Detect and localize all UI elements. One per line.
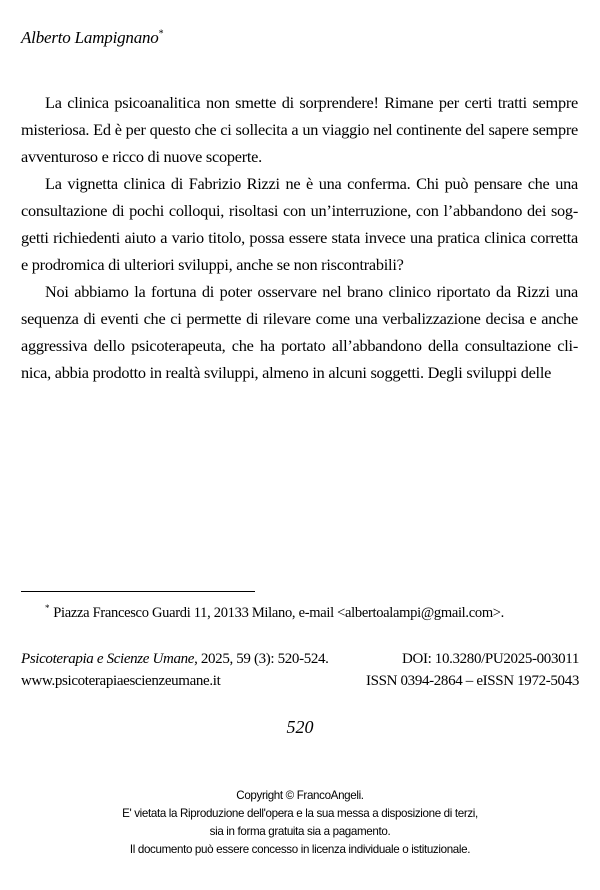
- author-name: [21, 28, 163, 48]
- footnote-divider: [21, 591, 255, 592]
- paragraph: La vignetta clinica di Fabrizio Rizzi ne è una conferma. Chi può pensare che una consultazione di pochi colloqui, risoltasi con un’interruzione, con l’abbandono dei sog-getti richiedenti aiuto a vario titolo, possa essere stata invece una pratica clinica corretta e prodromica di ulteriori sviluppi, anche se non riscontrabili?: [21, 174, 578, 274]
- citation-row: [21, 651, 579, 668]
- copyright-line: Copyright © FrancoAngeli.: [236, 789, 364, 802]
- copyright-line: E' vietata la Riproduzione dell'opera e la sua messa a disposizione di terzi,: [122, 807, 478, 820]
- citation-details: , 2025, 59 (3): 520-524.: [194, 651, 329, 667]
- footnote-mark: *: [45, 603, 50, 614]
- author-name-text: Alberto Lampignano: [21, 28, 159, 47]
- doi: DOI: 10.3280/PU2025-003011: [401, 651, 579, 667]
- issn: ISSN 0394-2864 – eISSN 1972-5043: [366, 673, 579, 689]
- website-row: [21, 673, 579, 690]
- copyright-notice: [0, 787, 600, 859]
- paragraph: La clinica psicoanalitica non smette di sorprendere! Rimane per certi tratti sempre misteriosa. Ed è per questo che ci sollecita a un viaggio nel continente del sapere sempre avventuroso e ricco di nuove scoperte.: [21, 93, 578, 166]
- citation: [21, 651, 329, 668]
- journal-website: www.psicoterapiaescienzeumane.it: [21, 673, 221, 689]
- paragraph: Noi abbiamo la fortuna di poter osservare nel brano clinico riportato da Rizzi una sequenza di eventi che ci permette di rilevare come una verbalizzazione decisa e anche aggressiva dello psicoterapeuta, che ha portato all’abbandono della consultazione cli-nica, abbia prodotto in realtà sviluppi, almeno in alcuni soggetti. Degli sviluppi delle: [21, 282, 578, 382]
- journal-title: Psicoterapia e Scienze Umane: [21, 651, 195, 667]
- copyright-line: sia in forma gratuita sia a pagamento.: [209, 825, 391, 838]
- page-number: 520: [286, 717, 314, 737]
- author-footnote-mark: *: [158, 28, 164, 40]
- footnote-text: Piazza Francesco Guardi 11, 20133 Milano, e-mail <albertoalampi@gmail.com>.: [53, 605, 505, 621]
- article-body: [21, 89, 578, 386]
- footnote: [45, 605, 585, 622]
- copyright-line: Il documento può essere concesso in licenza individuale o istituzionale.: [129, 843, 471, 856]
